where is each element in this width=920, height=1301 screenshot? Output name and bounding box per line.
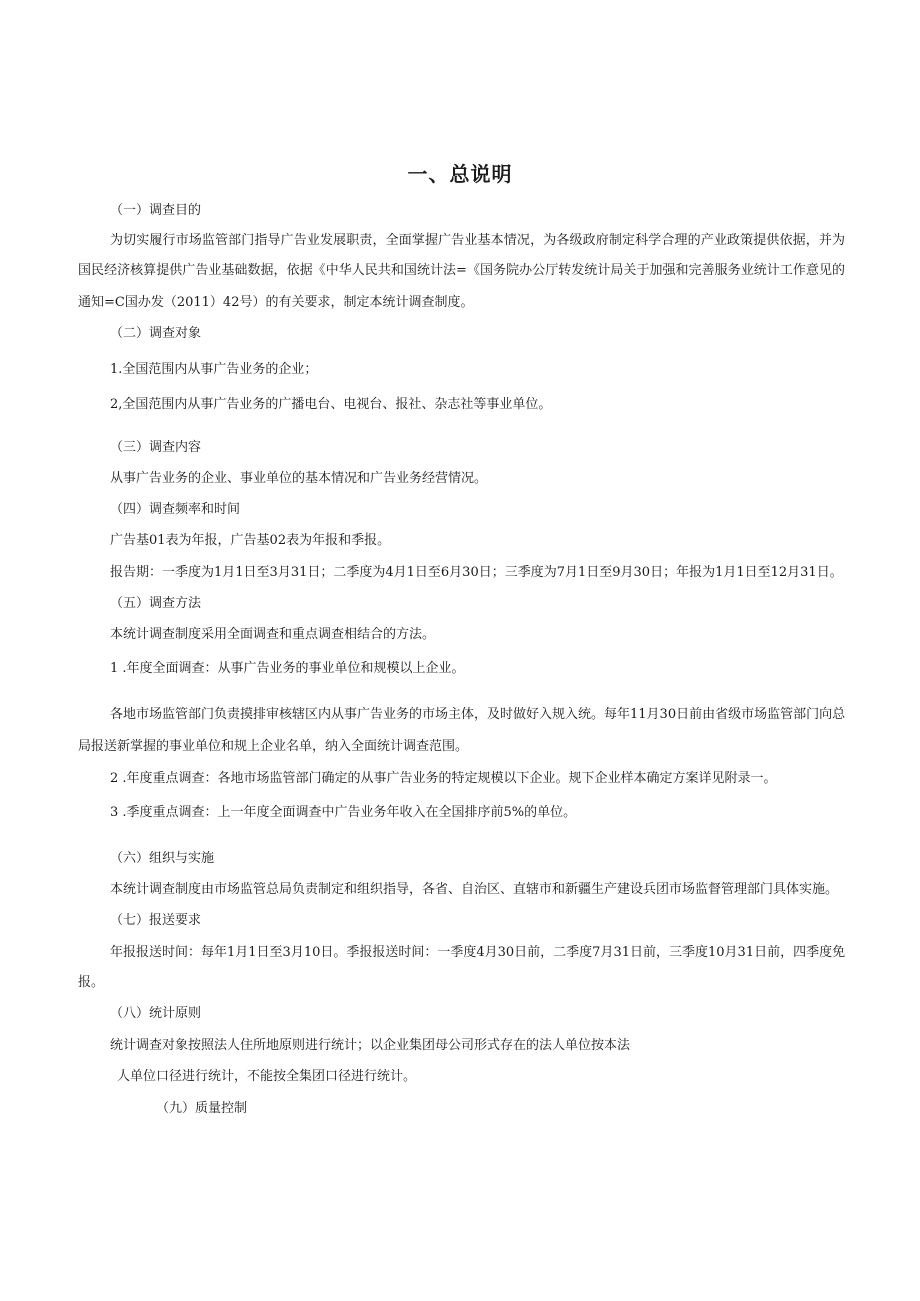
list-item: 2,全国范围内从事广告业务的广播电台、电视台、报社、杂志社等事业单位。 <box>110 397 552 412</box>
paragraph-line: 通知=C国办发（2011）42号）的有关要求，制定本统计调查制度。 <box>78 295 474 310</box>
paragraph-line: 年报报送时间：每年1月1日至3月10日。季报报送时间：一季度4月30日前，二季度7月31日前，三季度10月31日前，四季度免 <box>110 945 846 960</box>
paragraph-line: 局报送新掌握的事业单位和规上企业名单，纳入全面统计调查范围。 <box>78 739 469 754</box>
paragraph-line: 本统计调查制度采用全面调查和重点调查相结合的方法。 <box>110 627 436 642</box>
subheading-quality: （九）质量控制 <box>156 1101 248 1116</box>
subheading-method: （五）调查方法 <box>110 596 202 611</box>
list-item: 1 .年度全面调查：从事广告业务的事业单位和规模以上企业。 <box>110 661 465 676</box>
list-item: 3 .季度重点调查：上一年度全面调查中广告业务年收入在全国排序前5%的单位。 <box>110 805 577 820</box>
list-item: 1.全国范围内从事广告业务的企业； <box>110 362 318 377</box>
subheading-purpose: （一）调查目的 <box>110 203 202 218</box>
subheading-principle: （八）统计原则 <box>110 1006 202 1021</box>
paragraph-line: 人单位口径进行统计，不能按全集团口径进行统计。 <box>117 1069 417 1084</box>
paragraph-line: 统计调查对象按照法人住所地原则进行统计；以企业集团母公司形式存在的法人单位按本法 <box>110 1038 631 1053</box>
paragraph-line: 报。 <box>78 975 105 990</box>
subheading-submission: （七）报送要求 <box>110 913 202 928</box>
paragraph-line: 为切实履行市场监管部门指导广告业发展职责，全面掌握广告业基本情况，为各级政府制定科学合理的产业政策提供依据，并为 <box>110 233 845 248</box>
subheading-frequency: （四）调查频率和时间 <box>110 502 241 517</box>
paragraph-line: 报告期：一季度为1月1日至3月31日；二季度为4月1日至6月30日；三季度为7月1日至9月30日；年报为1月1日至12月31日。 <box>110 565 843 580</box>
paragraph-line: 国民经济核算提供广告业基础数据，依据《中华人民共和国统计法=《国务院办公厅转发统计局关于加强和完善服务业统计工作意见的 <box>78 263 845 278</box>
list-item: 2 .年度重点调查：各地市场监管部门确定的从事广告业务的特定规模以下企业。规下企业样本确定方案详见附录一。 <box>110 771 777 786</box>
subheading-organization: （六）组织与实施 <box>110 851 215 866</box>
paragraph-line: 从事广告业务的企业、事业单位的基本情况和广告业务经营情况。 <box>110 471 488 486</box>
paragraph-line: 广告基01表为年报，广告基02表为年报和季报。 <box>110 533 391 548</box>
paragraph-line: 本统计调查制度由市场监管总局负责制定和组织指导，各省、自治区、直辖市和新疆生产建设兵团市场监督管理部门具体实施。 <box>110 882 839 897</box>
paragraph-line: 各地市场监管部门负责摸排审核辖区内从事广告业务的市场主体，及时做好入规入统。每年11月30日前由省级市场监管部门向总 <box>110 707 846 722</box>
subheading-content: （三）调查内容 <box>110 440 202 455</box>
subheading-targets: （二）调查对象 <box>110 326 202 341</box>
section-title: 一、总说明 <box>407 162 513 186</box>
